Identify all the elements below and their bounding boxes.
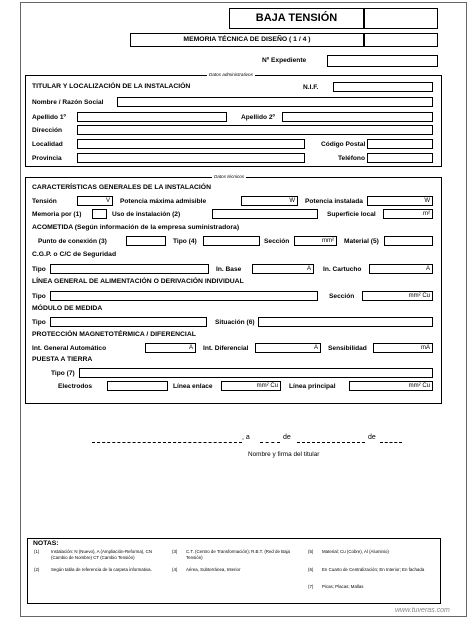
electrodos-field[interactable]	[107, 381, 168, 391]
signature-de1: de	[283, 434, 291, 441]
seccion-acometida-label: Sección	[264, 238, 290, 245]
sensibilidad-label: Sensibilidad	[328, 345, 367, 352]
pinst-field[interactable]	[367, 196, 433, 206]
superficie-field[interactable]	[383, 209, 433, 219]
seccion-acometida-field[interactable]	[294, 236, 337, 246]
tipo-acometida-label: Tipo (4)	[173, 238, 197, 245]
tech-legend: Datos técnicos	[214, 174, 245, 179]
linea-enlace-field[interactable]	[221, 381, 281, 391]
medida-tipo-field[interactable]	[50, 317, 207, 327]
pmax-field[interactable]	[241, 196, 298, 206]
tierra-tipo-field[interactable]	[79, 368, 433, 378]
signature-day-line[interactable]	[260, 442, 280, 443]
cgp-title: C.G.P. o C/C de Seguridad	[32, 251, 117, 258]
tension-field[interactable]	[77, 196, 113, 206]
in-base-field[interactable]	[252, 264, 314, 274]
direccion-field[interactable]	[77, 125, 433, 135]
memoria-label: Memoria por (1)	[32, 211, 82, 218]
apellido1-field[interactable]	[77, 112, 227, 122]
nif-field[interactable]	[333, 82, 433, 92]
in-cartucho-label: In. Cartucho	[323, 266, 362, 273]
pmax-unit: W	[289, 198, 295, 204]
electrodos-label: Electrodos	[58, 383, 93, 390]
watermark: www.tuveras.com	[395, 607, 450, 614]
direccion-label: Dirección	[32, 127, 63, 134]
note-num-2: (2)	[34, 567, 40, 572]
localidad-label: Localidad	[32, 141, 63, 148]
lga-seccion-label: Sección	[329, 293, 355, 300]
page-title: BAJA TENSIÓN	[255, 12, 338, 24]
note-num-7: (7)	[308, 584, 314, 589]
lga-seccion-field[interactable]	[362, 291, 433, 301]
acometida-title-text: ACOMETIDA	[32, 224, 73, 231]
superficie-label: Superficie local	[327, 211, 376, 218]
punto-label: Punto de conexión (3)	[38, 238, 107, 245]
uso-label: Uso de instalación (2)	[112, 211, 181, 218]
pinst-unit: W	[424, 198, 430, 204]
apellido2-field[interactable]	[282, 112, 433, 122]
codigo-postal-field[interactable]	[367, 139, 433, 149]
situacion-field[interactable]	[258, 317, 433, 327]
linea-principal-label: Línea principal	[289, 383, 336, 390]
punto-field[interactable]	[126, 236, 166, 246]
lga-seccion-unit: mm² Cu	[408, 293, 430, 299]
codigo-postal-label: Código Postal	[321, 141, 366, 148]
title-side-box	[364, 8, 438, 29]
in-cartucho-unit: A	[425, 266, 430, 272]
nombre-field[interactable]	[117, 97, 433, 107]
lga-tipo-label: Tipo	[32, 293, 46, 300]
admin-section-title: TITULAR Y LOCALIZACIÓN DE LA INSTALACIÓN	[32, 83, 191, 90]
acometida-title	[32, 224, 239, 232]
subtitle-side-box	[364, 33, 438, 47]
tierra-tipo-label: Tipo (7)	[51, 370, 75, 377]
uso-field[interactable]	[212, 209, 318, 219]
signature-place-line[interactable]	[92, 442, 242, 443]
note-text-5: Material; Cu (Cobre), Al (Aluminio)	[322, 549, 389, 554]
tipo-acometida-field[interactable]	[203, 236, 260, 246]
signature-de2: de	[368, 434, 376, 441]
linea-principal-unit: mm² Cu	[408, 383, 430, 389]
in-cartucho-field[interactable]	[369, 264, 433, 274]
tierra-title: PUESTA A TIERRA	[32, 356, 93, 363]
general-title: CARACTERÍSTICAS GENERALES DE LA INSTALACIÓN	[32, 184, 211, 191]
superficie-unit: m²	[423, 211, 430, 217]
tension-unit: V	[105, 198, 110, 204]
telefono-field[interactable]	[367, 153, 433, 163]
linea-enlace-unit: mm² Cu	[256, 383, 278, 389]
int-general-label: Int. General Automático	[32, 345, 107, 352]
memoria-field[interactable]	[92, 209, 107, 219]
note-num-5: (5)	[308, 549, 314, 554]
pinst-label: Potencia instalada	[305, 198, 363, 205]
int-diferencial-label: Int. Diferencial	[203, 345, 249, 352]
sensibilidad-field[interactable]	[373, 343, 433, 353]
note-text-6: En Cuarto de Centralización; En Interior; En fachada	[322, 567, 425, 572]
medida-title: MÓDULO DE MEDIDA	[32, 305, 103, 312]
signature-a: , a	[242, 434, 250, 441]
seccion-acometida-unit: mm²	[322, 238, 334, 244]
provincia-field[interactable]	[77, 153, 305, 163]
int-general-unit: A	[188, 345, 193, 351]
note-text-1: Instalación: N (Nuevo), A (Ampliación-Reforma), CN (Cambio de Nombre) CT (Cambio Tensión)	[51, 549, 153, 560]
sensibilidad-unit: mA	[421, 345, 430, 351]
situacion-label: Situación (6)	[215, 319, 255, 326]
pmax-label: Potencia máxima admisible	[120, 198, 207, 205]
cgp-tipo-label: Tipo	[32, 266, 46, 273]
admin-legend: Datos administrativos	[209, 72, 253, 77]
int-diferencial-field[interactable]	[255, 343, 321, 353]
nif-label: N.I.F.	[303, 84, 319, 91]
nombre-label: Nombre / Razón Social	[32, 99, 104, 106]
telefono-label: Teléfono	[338, 155, 365, 162]
in-base-label: In. Base	[216, 266, 242, 273]
linea-enlace-label: Línea enlace	[173, 383, 213, 390]
notes-title: NOTAS:	[33, 540, 59, 547]
acometida-note: (Según información de la empresa suministradora)	[74, 224, 240, 231]
note-text-7: Picas; Placas; Mallas	[322, 584, 364, 589]
expediente-field[interactable]	[327, 55, 438, 67]
provincia-label: Provincia	[32, 155, 62, 162]
material-field[interactable]	[384, 236, 433, 246]
note-num-1: (1)	[34, 549, 40, 554]
proteccion-title: PROTECCIÓN MAGNETOTÉRMICA / DIFERENCIAL	[32, 331, 196, 338]
signature-caption: Nombre y firma del titular	[248, 451, 320, 458]
note-num-6: (6)	[308, 567, 314, 572]
apellido2-label: Apellido 2º	[241, 114, 275, 121]
subtitle: MEMORIA TÉCNICA DE DISEÑO ( 1 / 4 )	[183, 36, 311, 43]
tension-label: Tensión	[32, 198, 57, 205]
linea-principal-field[interactable]	[349, 381, 433, 391]
int-diferencial-unit: A	[313, 345, 318, 351]
material-label: Material (5)	[344, 238, 379, 245]
expediente-label: Nº Expediente	[262, 57, 307, 64]
medida-tipo-label: Tipo	[32, 319, 46, 326]
cgp-tipo-field[interactable]	[50, 264, 209, 274]
signature-month-line[interactable]	[297, 442, 365, 443]
signature-year-line[interactable]	[380, 442, 402, 443]
note-text-2: Según tabla de referencia de la carpeta informativa.	[51, 567, 152, 572]
note-text-4: Aérea, Subterránea, Interior	[186, 567, 241, 572]
lga-title: LÍNEA GENERAL DE ALIMENTACIÓN O DERIVACIÓN INDIVIDUAL	[32, 278, 244, 285]
in-base-unit: A	[306, 266, 311, 272]
localidad-field[interactable]	[77, 139, 305, 149]
note-num-4: (4)	[172, 567, 178, 572]
lga-tipo-field[interactable]	[50, 291, 318, 301]
note-text-3: C.T. (Centro de Transformación); R.B.T. (Red de Baja Tensión)	[186, 549, 290, 560]
note-num-3: (3)	[172, 549, 178, 554]
apellido1-label: Apellido 1º	[32, 114, 66, 121]
int-general-field[interactable]	[145, 343, 196, 353]
